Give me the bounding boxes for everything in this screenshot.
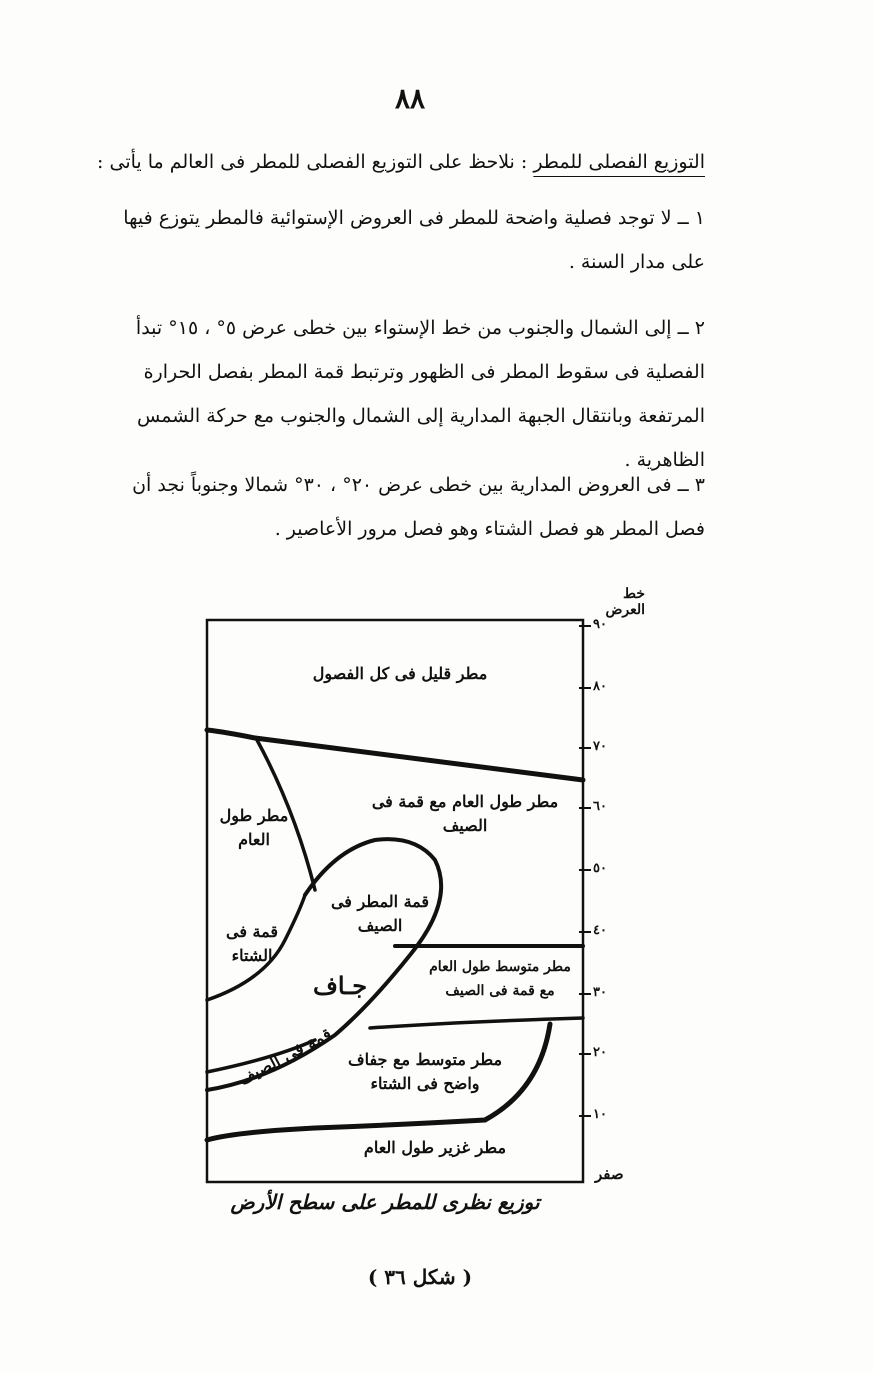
axis-tick-40: ٤٠ <box>593 923 607 938</box>
figure-number: ( شكل ٣٦ ) <box>367 1265 473 1289</box>
page-number: ٨٨ <box>394 82 426 115</box>
section-heading: التوزيع الفصلى للمطر <box>533 151 705 173</box>
intro-paragraph <box>95 140 705 184</box>
region-summer-band-label: قمة فى الصيف <box>235 1024 335 1089</box>
axis-tick-10: ١٠ <box>593 1107 607 1122</box>
axis-tick-60: ٦٠ <box>593 799 607 814</box>
axis-tick-70: ٧٠ <box>593 739 607 754</box>
region-bottom-label: مطر غزير طول العام <box>363 1138 507 1157</box>
paragraph-1: ١ ــ لا توجد فصلية واضحة للمطر فى العروض الإستوائية فالمطر يتوزع فيها على مدار السنة . <box>123 207 705 273</box>
rainfall-distribution-figure <box>195 580 645 1220</box>
axis-ticks <box>579 626 591 1116</box>
region-upper-right-label: مطر طول العام مع قمة فى الصيف <box>371 792 559 835</box>
region-lower-mid-label: مطر متوسط مع جفاف واضح فى الشتاء <box>347 1050 503 1093</box>
paragraph-3: ٣ ــ فى العروض المدارية بين خطى عرض ٢٠° ، ٣٠° شمالا وجنوباً نجد أن فصل المطر هو فصل الشتاء وهو فصل مرور الأعاصير . <box>132 474 705 540</box>
region-summer-peak-label: قمة المطر فى الصيف <box>330 892 430 935</box>
axis-tick-90: ٩٠ <box>593 617 607 632</box>
axis-tick-50: ٥٠ <box>593 861 607 876</box>
region-upper-left-label: مطر طول العام <box>219 806 289 849</box>
axis-tick-80: ٨٠ <box>593 679 607 694</box>
region-middle-right-label: مطر متوسط طول العام مع قمة فى الصيف <box>429 959 571 999</box>
intro-text: : نلاحظ على التوزيع الفصلى للمطر فى العالم ما يأتى : <box>97 151 534 173</box>
region-winter-peak-label: قمة فى الشتاء <box>225 922 279 965</box>
axis-tick-20: ٢٠ <box>593 1045 607 1060</box>
axis-zero-label: صفر <box>595 1165 624 1183</box>
axis-tick-30: ٣٠ <box>593 985 607 1000</box>
axis-title: خط العرض <box>605 586 645 618</box>
paragraph-2: ٢ ــ إلى الشمال والجنوب من خط الإستواء بين خطى عرض ٥° ، ١٥° تبدأ الفصلية فى سقوط المطر فى الظهور وترتبط قمة المطر بفصل الحرارة المرتفعة وبانتقال الجبهة المدارية إلى الشمال والجنوب مع حركة الشمس الظاهرية . <box>135 317 705 471</box>
figure-caption: توزيع نظرى للمطر على سطح الأرض <box>230 1190 540 1214</box>
region-dry-label: جـاف <box>312 971 368 1000</box>
region-top-label: مطر قليل فى كل الفصول <box>312 664 488 683</box>
